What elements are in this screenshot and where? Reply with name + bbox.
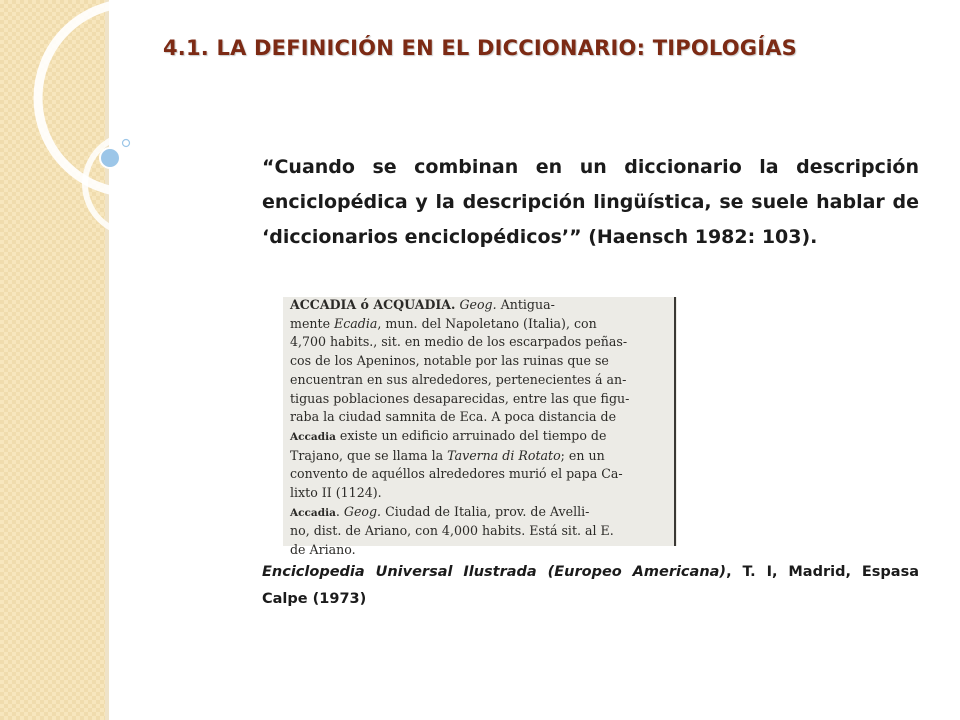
caption-work-title: Enciclopedia Universal Ilustrada (Europeo Americana) <box>262 564 727 580</box>
scan-text-fragment: . <box>335 503 344 519</box>
scan-text-fragment: Accadia <box>290 506 336 519</box>
scan-text-line <box>290 315 671 334</box>
scan-text-fragment: tiguas poblaciones desaparecidas, entre las que figu- <box>290 390 630 406</box>
scan-text-fragment: Taverna di Rotato <box>447 447 561 463</box>
scan-text-fragment: lixto II (1124). <box>290 485 382 501</box>
slide-title: 4.1. LA DEFINICIÓN EN EL DICCIONARIO: TIPOLOGÍAS <box>163 36 797 60</box>
scan-text-fragment: Trajano, que se llama la <box>290 447 448 463</box>
scan-text-line <box>290 427 671 447</box>
scan-text-fragment: , mun. del Napoletano (Italia), con <box>377 315 597 331</box>
scan-text-line <box>290 465 671 484</box>
scan-text-fragment: raba la ciudad samnita de Eca. A poca distancia de <box>290 409 617 425</box>
haensch-quote: “Cuando se combinan en un diccionario la descripción enciclopédica y la descripción lingüística, se suele hablar de ‘diccionarios enciclopédicos’” (Haensch 1982: 103). <box>262 156 919 248</box>
scan-text-fragment: no, dist. de Ariano, con 4,000 habits. Está sit. al E. <box>290 523 614 539</box>
scan-text-fragment: ; en un <box>560 447 605 463</box>
scan-text-fragment: Geog. <box>343 503 382 519</box>
scan-text-fragment: Antigua- <box>496 297 555 312</box>
scan-text-line <box>290 371 671 390</box>
scan-text-line <box>290 390 671 409</box>
dictionary-entry-scan <box>283 297 677 558</box>
scan-text-fragment: cos de los Apeninos, notable por las ruinas que se <box>290 353 609 369</box>
scan-text-fragment: ACCADIA ó ACQUADIA. <box>290 297 456 312</box>
scan-text-fragment: Accadia <box>290 430 336 443</box>
scan-text-fragment: de Ariano. <box>290 542 356 558</box>
scan-text-fragment: 4,700 habits., sit. en medio de los escarpados peñas- <box>290 334 628 350</box>
scan-text-line <box>290 333 671 352</box>
scan-text-fragment: convento de aquéllos alrededores murió el papa Ca- <box>290 466 623 482</box>
scan-column-rule <box>674 297 676 546</box>
scan-text-line <box>290 541 671 560</box>
scan-text-line <box>290 352 671 371</box>
blue-bubble-large <box>100 148 120 168</box>
scan-text-line <box>290 503 671 523</box>
scan-text-line <box>290 296 671 315</box>
scan-text-line <box>290 522 671 541</box>
scan-text-fragment: Geog. <box>455 297 497 312</box>
caption-publication-details: , T. I, Madrid, Espasa Calpe (1973) <box>262 564 919 607</box>
blue-bubble-small <box>123 140 130 147</box>
scan-text-line <box>290 484 671 503</box>
scan-text-fragment: mente <box>290 315 335 331</box>
source-caption <box>262 559 919 613</box>
scan-text-fragment: encuentran en sus alrededores, pertenecientes á an- <box>290 371 627 387</box>
scan-text-line <box>290 408 671 427</box>
scan-text-line <box>290 447 671 466</box>
scan-text-fragment: Ecadia <box>334 315 378 331</box>
scan-text-fragment: Ciudad de Italia, prov. de Avelli- <box>381 503 590 519</box>
scan-text-fragment: existe un edificio arruinado del tiempo de <box>335 427 607 443</box>
